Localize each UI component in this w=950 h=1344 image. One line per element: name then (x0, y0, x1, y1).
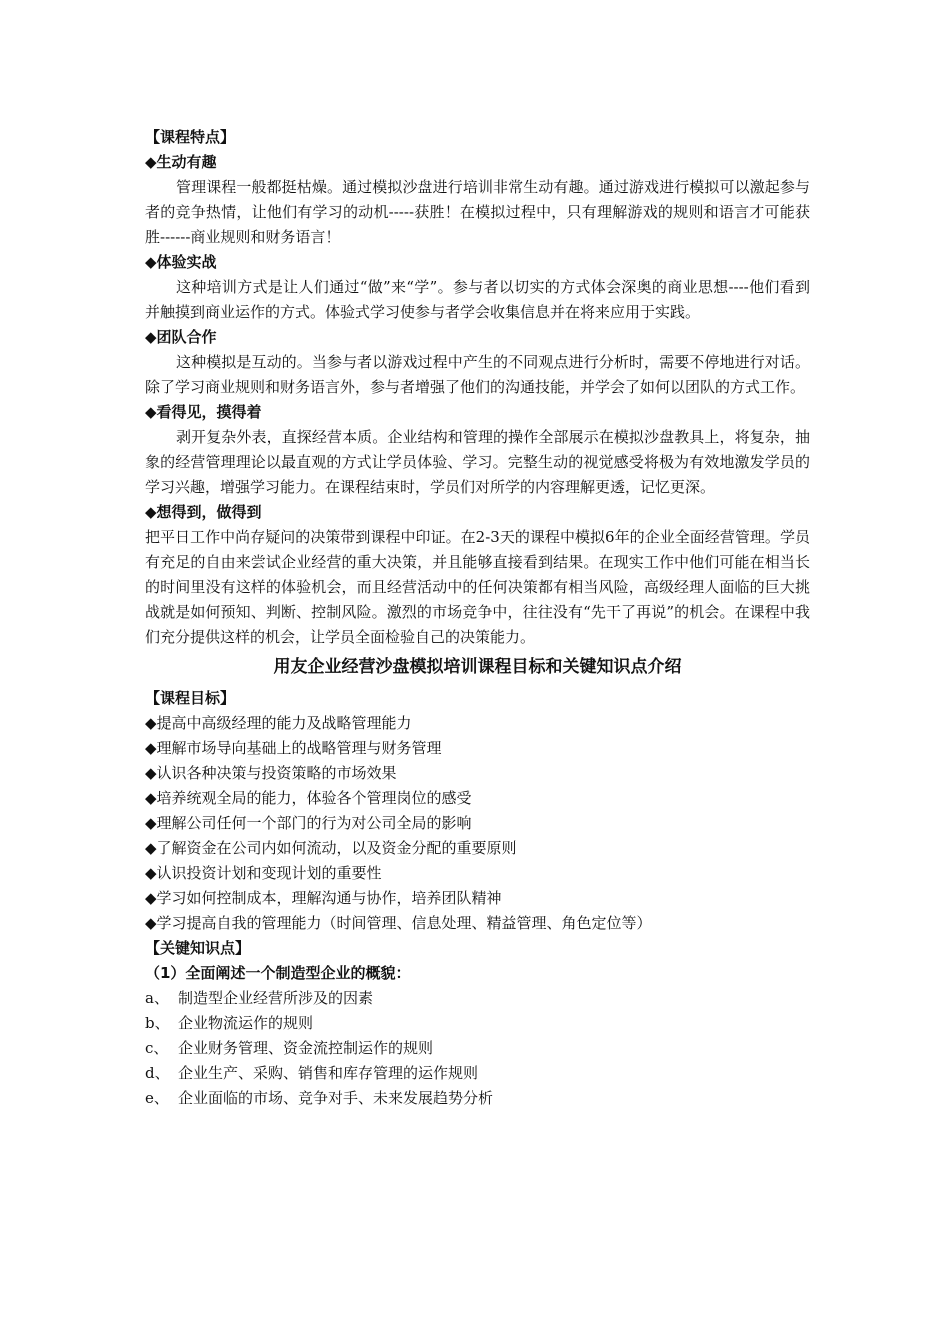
item-text: 制造型企业经营所涉及的因素 (178, 989, 374, 1007)
goal-item: ◆认识各种决策与投资策略的市场效果 (145, 764, 397, 782)
key-point-item (145, 1086, 810, 1111)
item-letter: a、 (145, 989, 169, 1007)
feature-body: 管理课程一般都挺枯燥。通过模拟沙盘进行培训非常生动有趣。通过游戏进行模拟可以激起参与者的竞争热情，让他们有学习的动机-----获胜！在模拟过程中，只有理解游戏的规则和语言才可能获胜------商业规则和财务语言！ (145, 178, 810, 246)
item-letter: c、 (145, 1039, 169, 1057)
goals-heading: 【课程目标】 (145, 689, 236, 707)
feature-body: 剥开复杂外表，直探经营本质。企业结构和管理的操作全部展示在模拟沙盘教具上，将复杂，抽象的经营管理理论以最直观的方式让学员体验、学习。完整生动的视觉感受将极为有效地激发学员的学习兴趣，增强学习能力。在课程结束时，学员们对所学的内容理解更透，记忆更深。 (145, 428, 810, 496)
item-letter: e、 (145, 1089, 169, 1107)
goal-item: ◆了解资金在公司内如何流动，以及资金分配的重要原则 (145, 839, 517, 857)
goal-item: ◆培养统观全局的能力，体验各个管理岗位的感受 (145, 789, 472, 807)
key-point-item (145, 1036, 810, 1061)
item-text: 企业财务管理、资金流控制运作的规则 (178, 1039, 434, 1057)
item-text: 企业物流运作的规则 (178, 1014, 314, 1032)
goal-item: ◆学习提高自我的管理能力（时间管理、信息处理、精益管理、角色定位等） (145, 914, 652, 932)
feature-body: 把平日工作中尚存疑问的决策带到课程中印证。在2-3天的课程中模拟6年的企业全面经营管理。学员有充足的自由来尝试企业经营的重大决策，并且能够直接看到结果。在现实工作中他们可能在相当长的时间里没有这样的体验机会，而且经营活动中的任何决策都有相当风险，高级经理人面临的巨大挑战就是如何预知、判断、控制风险。激烈的市场竞争中，往往没有“先干了再说”的机会。在课程中我们充分提供这样的机会，让学员全面检验自己的决策能力。 (145, 528, 810, 646)
feature-title: ◆看得见，摸得着 (145, 403, 262, 421)
section-title: 用友企业经营沙盘模拟培训课程目标和关键知识点介绍 (273, 657, 682, 677)
goal-item: ◆学习如何控制成本，理解沟通与协作，培养团队精神 (145, 889, 502, 907)
document-page (145, 125, 810, 1111)
key-point-item (145, 1061, 810, 1086)
item-text: 企业面临的市场、竞争对手、未来发展趋势分析 (178, 1089, 494, 1107)
feature-title: ◆生动有趣 (145, 153, 217, 171)
feature-title: ◆想得到，做得到 (145, 503, 262, 521)
goal-item: ◆提高中高级经理的能力及战略管理能力 (145, 714, 412, 732)
feature-title: ◆体验实战 (145, 253, 217, 271)
key-point-item (145, 986, 810, 1011)
key-points-subheading: （1）全面阐述一个制造型企业的概貌： (145, 964, 411, 982)
feature-body: 这种培训方式是让人们通过“做”来“学”。参与者以切实的方式体会深奥的商业思想----他们看到并触摸到商业运作的方式。体验式学习使参与者学会收集信息并在将来应用于实践。 (145, 278, 810, 321)
goal-item: ◆理解市场导向基础上的战略管理与财务管理 (145, 739, 442, 757)
item-text: 企业生产、采购、销售和库存管理的运作规则 (178, 1064, 479, 1082)
item-letter: b、 (145, 1014, 170, 1032)
goal-item: ◆理解公司任何一个部门的行为对公司全局的影响 (145, 814, 472, 832)
key-point-item (145, 1011, 810, 1036)
features-heading: 【课程特点】 (145, 128, 236, 146)
feature-title: ◆团队合作 (145, 328, 217, 346)
item-letter: d、 (145, 1064, 170, 1082)
feature-body: 这种模拟是互动的。当参与者以游戏过程中产生的不同观点进行分析时，需要不停地进行对话。除了学习商业规则和财务语言外，参与者增强了他们的沟通技能，并学会了如何以团队的方式工作。 (145, 353, 810, 396)
key-points-heading: 【关键知识点】 (145, 939, 251, 957)
goal-item: ◆认识投资计划和变现计划的重要性 (145, 864, 382, 882)
